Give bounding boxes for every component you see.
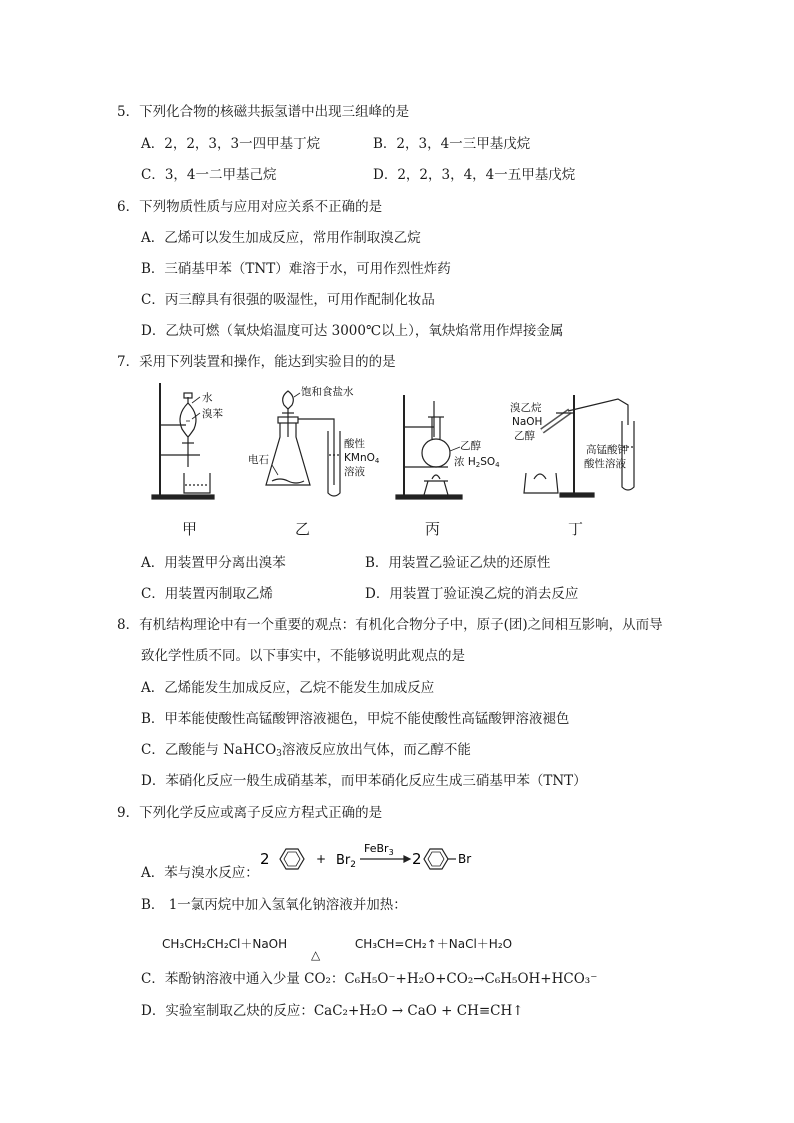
q8-stem-line2: 致化学性质不同。以下事实中，不能够说明此观点的是 [141, 648, 465, 664]
label-permanganate: 高锰酸钾 [586, 444, 628, 456]
q7-option-a: A．用装置甲分离出溴苯 [141, 555, 286, 571]
label-conc-h2so4: 浓 H2SO4 [454, 456, 500, 469]
bromine: $Br_2$ [336, 853, 356, 870]
q6-option-c: C．丙三醇具有很强的吸湿性，可用作配制化妆品 [141, 292, 435, 308]
label-bromobenzene: 溴苯 [202, 408, 223, 420]
q5-option-d: D．2，2，3，4，4一五甲基戊烷 [373, 167, 576, 183]
q6-option-d: D．乙炔可燃（氧炔焰温度可达 3000℃以上），氧炔焰常用作焊接金属 [141, 323, 564, 339]
q5-stem: 5．下列化合物的核磁共振氢谱中出现三组峰的是 [117, 104, 410, 120]
label-solution: 溶液 [344, 466, 365, 478]
q8-option-a: A．乙烯能发生加成反应，乙烷不能发生加成反应 [141, 680, 435, 696]
q7-stem: 7．采用下列装置和操作，能达到实验目的的是 [117, 354, 396, 370]
apparatus-figure [148, 375, 658, 525]
catalyst: FeBr$_3$ [364, 842, 394, 857]
b-eq-left: CH₃CH₂CH₂Cl＋NaOH [162, 937, 288, 951]
q9-option-b-equation [162, 934, 513, 962]
label-carbide: 电石 [248, 454, 269, 466]
caption-ding: 丁 [568, 520, 584, 538]
label-brine: 饱和食盐水 [301, 386, 354, 398]
label-acidic-solution: 酸性溶液 [584, 458, 626, 470]
coef-1: 2 [260, 850, 270, 868]
reaction-arrow-icon [360, 856, 410, 862]
q7-option-d: D．用装置丁验证溴乙烷的消去反应 [365, 586, 579, 602]
q8-option-d: D．苯硝化反应一般生成硝基苯，而甲苯硝化反应生成三硝基甲苯（TNT） [141, 773, 587, 789]
caption-bing: 丙 [425, 520, 441, 538]
q6-option-a: A．乙烯可以发生加成反应，常用作制取溴乙烷 [141, 230, 421, 246]
apparatus-bing [396, 395, 462, 499]
q9-option-b-label: B． 1一氯丙烷中加入氢氧化钠溶液并加热： [141, 897, 407, 913]
label-acidic: 酸性 [344, 438, 365, 450]
q7-option-c: C．用装置丙制取乙烯 [141, 586, 273, 602]
apparatus-yi [266, 391, 340, 496]
caption-yi: 乙 [295, 520, 311, 538]
q8-option-c: C．乙酸能与 NaHCO$_3$溶液反应放出气体，而乙醇不能 [141, 742, 471, 759]
label-ding-ethanol: 乙醇 [514, 430, 535, 442]
br-substituent: Br [458, 852, 472, 866]
caption-jia: 甲 [182, 520, 198, 538]
label-bromoethane: 溴乙烷 [510, 402, 542, 414]
q7-option-b: B．用装置乙验证乙炔的还原性 [365, 555, 551, 571]
q5-option-a: A．2，2，3，3一四甲基丁烷 [141, 136, 321, 152]
plus-sign: + [316, 852, 327, 866]
benzene-ring-icon [280, 849, 304, 869]
delta-sign: △ [310, 947, 321, 962]
label-naoh: NaOH [512, 416, 543, 428]
q5-option-c: C．3，4一二甲基己烷 [141, 167, 277, 183]
q9-stem: 9．下列化学反应或离子反应方程式正确的是 [117, 805, 383, 821]
q9-option-c: C．苯酚钠溶液中通入少量 CO₂：C₆H₅O⁻+H₂O+CO₂→C₆H₅OH+HCO₃⁻ [141, 971, 598, 987]
q9-option-a-label: A．苯与溴水反应： [141, 865, 259, 881]
label-ethanol: 乙醇 [460, 440, 481, 452]
q6-stem: 6．下列物质性质与应用对应关系不正确的是 [117, 199, 383, 215]
q5-option-b: B．2，3，4一三甲基戊烷 [373, 136, 531, 152]
label-kmno4: KMnO4 [344, 452, 380, 465]
q9-option-d: D．实验室制取乙炔的反应：CaC₂+H₂O → CaO + CH≡CH↑ [141, 1003, 524, 1019]
q6-option-b: B．三硝基甲苯（TNT）难溶于水，可用作烈性炸药 [141, 261, 451, 277]
b-eq-right: CH₃CH=CH₂↑＋NaCl＋H₂O [354, 937, 513, 951]
bromobenzene-ring-icon [424, 849, 456, 869]
q8-stem-line1: 8．有机结构理论中有一个重要的观点：有机化合物分子中，原子(团)之间相互影响，从而导 [117, 617, 663, 633]
heat-arrow [291, 935, 351, 962]
q8-option-b: B．甲苯能使酸性高锰酸钾溶液褪色，甲烷不能使酸性高锰酸钾溶液褪色 [141, 711, 570, 727]
coef-2: 2 [412, 850, 422, 868]
q9-option-a-equation [258, 842, 498, 876]
label-water: 水 [202, 392, 213, 404]
